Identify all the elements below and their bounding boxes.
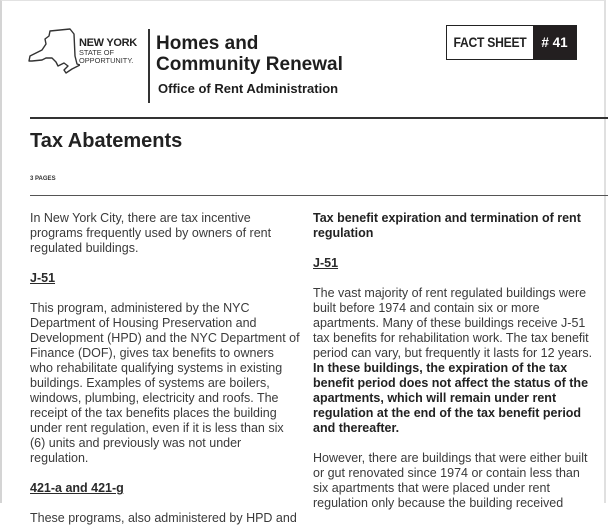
page-count: 3 PAGES [30, 176, 56, 182]
right-column [313, 211, 595, 511]
421-heading: 421-a and 421-g [30, 481, 124, 495]
421-paragraph: These programs, also administered by HPD and [30, 511, 297, 525]
fact-sheet-badge [446, 25, 577, 60]
left-column [30, 211, 300, 526]
header-rule [30, 117, 608, 119]
fact-sheet-label: FACT SHEET [453, 35, 527, 50]
however-paragraph: However, there are buildings that were either built or gut renovated since 1974 or contain less than six apartments that were placed under rent regulation only because the building received [313, 451, 588, 510]
agency-name-line-2: Community Renewal [156, 54, 343, 75]
page-title: Tax Abatements [30, 130, 183, 152]
title-rule [30, 195, 608, 196]
agency-name [156, 33, 343, 75]
tagline-line-1: STATE OF [79, 48, 115, 57]
office-name: Office of Rent Administration [158, 81, 339, 96]
intro-paragraph: In New York City, there are tax incentive programs frequently used by owners of rent regulated buildings. [30, 211, 272, 255]
paragraph-bold-text: In these buildings, the expiration of the tax benefit period does not affect the status of the apartments, which will remain under rent regulation at the end of the tax benefit period and thereafter. [313, 361, 589, 435]
nys-logo [28, 28, 148, 88]
fact-sheet-number: # 41 [533, 26, 576, 59]
agency-name-line-1: Homes and [156, 33, 259, 54]
j51-paragraph: This program, administered by the NYC Department of Housing Preservation and Development (HPD) and the NYC Department of Finance (DOF), gives tax benefits to owners who rehabilitate qualifying systems in existing buildings. Examples of systems are boilers, windows, plumbing, electricity and roofs. The receipt of the tax benefits places the building under rent regulation, even if it is less than six (6) units and previously was not under regulation. [30, 301, 300, 465]
header-divider [148, 29, 150, 103]
j51-heading: J-51 [30, 271, 56, 285]
tagline-line-2: OPPORTUNITY. [79, 56, 134, 65]
j51-expiration-paragraph [313, 286, 595, 436]
new-york-state-outline-icon [28, 28, 80, 78]
paragraph-normal-text: The vast majority of rent regulated buildings were built before 1974 and contain six or more apartments. Many of these buildings receive J-51 tax benefits for rehabilitation work. The tax benefit period can vary, but frequently it lasts for 12 years. [313, 286, 593, 360]
right-j51-heading: J-51 [313, 256, 339, 270]
state-name: NEW YORK [79, 37, 137, 49]
state-tagline [79, 49, 133, 65]
expiration-section-heading: Tax benefit expiration and termination of rent regulation [313, 211, 581, 240]
